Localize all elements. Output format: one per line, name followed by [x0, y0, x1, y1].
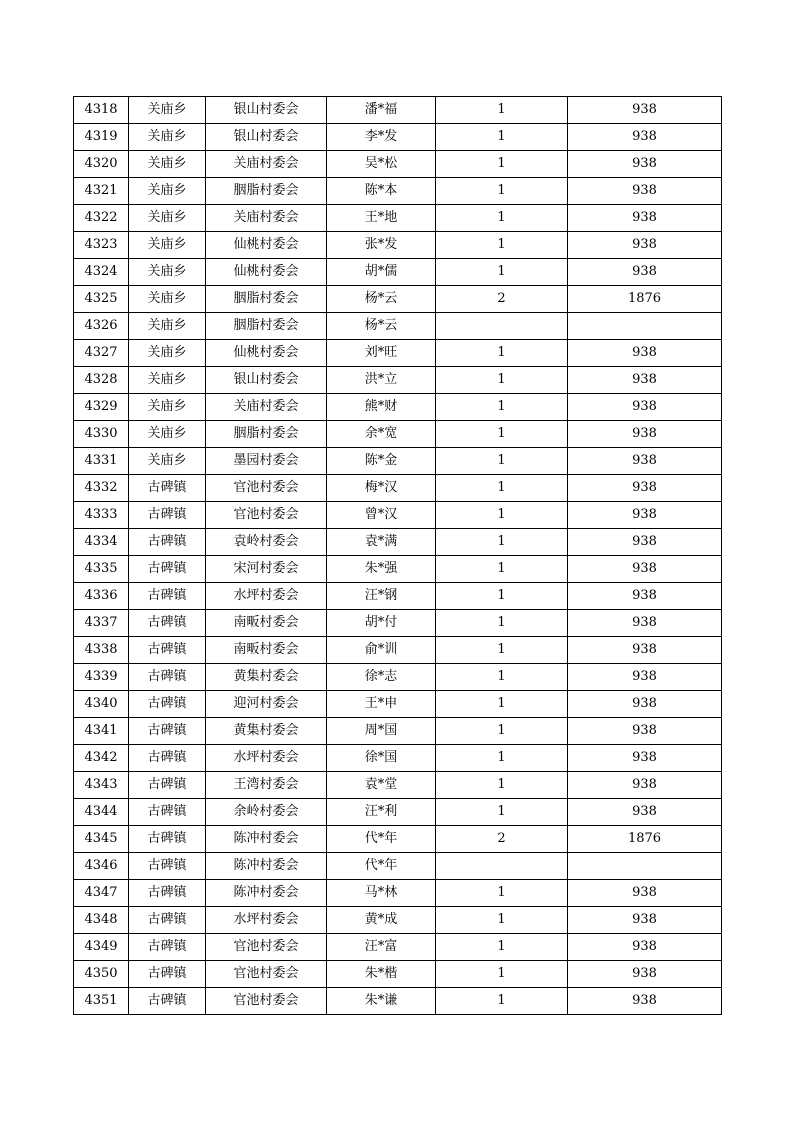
row-number-cell: 4323 — [74, 232, 129, 259]
name-cell: 梅*汉 — [327, 475, 436, 502]
table-row — [74, 772, 722, 799]
village-committee-cell: 胭脂村委会 — [206, 286, 327, 313]
village-committee-cell: 宋河村委会 — [206, 556, 327, 583]
amount-cell: 938 — [568, 961, 722, 988]
village-committee-cell: 胭脂村委会 — [206, 178, 327, 205]
township-cell: 古碑镇 — [129, 826, 206, 853]
name-cell: 陈*金 — [327, 448, 436, 475]
village-committee-cell: 官池村委会 — [206, 475, 327, 502]
name-cell: 潘*福 — [327, 97, 436, 124]
village-committee-cell: 仙桃村委会 — [206, 259, 327, 286]
row-number-cell: 4332 — [74, 475, 129, 502]
row-number-cell: 4348 — [74, 907, 129, 934]
township-cell: 古碑镇 — [129, 907, 206, 934]
village-committee-cell: 墨园村委会 — [206, 448, 327, 475]
row-number-cell: 4349 — [74, 934, 129, 961]
amount-cell: 938 — [568, 205, 722, 232]
count-cell: 1 — [436, 961, 568, 988]
subsidy-list-sheet — [73, 96, 721, 1015]
name-cell: 代*年 — [327, 826, 436, 853]
table-row — [74, 961, 722, 988]
amount-cell: 938 — [568, 124, 722, 151]
table-row — [74, 421, 722, 448]
table-row — [74, 745, 722, 772]
amount-cell: 938 — [568, 556, 722, 583]
township-cell: 古碑镇 — [129, 745, 206, 772]
village-committee-cell: 银山村委会 — [206, 97, 327, 124]
township-cell: 古碑镇 — [129, 691, 206, 718]
township-cell: 关庙乡 — [129, 448, 206, 475]
name-cell: 袁*堂 — [327, 772, 436, 799]
township-cell: 关庙乡 — [129, 97, 206, 124]
amount-cell: 938 — [568, 610, 722, 637]
village-committee-cell: 南畈村委会 — [206, 637, 327, 664]
row-number-cell: 4340 — [74, 691, 129, 718]
village-committee-cell: 南畈村委会 — [206, 610, 327, 637]
count-cell: 1 — [436, 799, 568, 826]
row-number-cell: 4321 — [74, 178, 129, 205]
name-cell: 徐*国 — [327, 745, 436, 772]
count-cell: 1 — [436, 637, 568, 664]
township-cell: 古碑镇 — [129, 718, 206, 745]
name-cell: 朱*谦 — [327, 988, 436, 1015]
township-cell: 古碑镇 — [129, 637, 206, 664]
table-row — [74, 448, 722, 475]
row-number-cell: 4347 — [74, 880, 129, 907]
amount-cell: 938 — [568, 421, 722, 448]
township-cell: 古碑镇 — [129, 772, 206, 799]
amount-cell: 938 — [568, 475, 722, 502]
township-cell: 关庙乡 — [129, 367, 206, 394]
count-cell: 1 — [436, 232, 568, 259]
row-number-cell: 4333 — [74, 502, 129, 529]
amount-cell: 938 — [568, 232, 722, 259]
count-cell: 1 — [436, 340, 568, 367]
village-committee-cell: 关庙村委会 — [206, 394, 327, 421]
amount-cell: 1876 — [568, 826, 722, 853]
amount-cell: 938 — [568, 799, 722, 826]
amount-cell: 938 — [568, 664, 722, 691]
amount-cell: 1876 — [568, 286, 722, 313]
name-cell: 熊*财 — [327, 394, 436, 421]
row-number-cell: 4328 — [74, 367, 129, 394]
township-cell: 古碑镇 — [129, 475, 206, 502]
township-cell: 古碑镇 — [129, 583, 206, 610]
row-number-cell: 4326 — [74, 313, 129, 340]
table-row — [74, 502, 722, 529]
table-row — [74, 124, 722, 151]
table-row — [74, 853, 722, 880]
village-committee-cell: 水坪村委会 — [206, 907, 327, 934]
amount-cell: 938 — [568, 529, 722, 556]
table-row — [74, 637, 722, 664]
name-cell: 杨*云 — [327, 286, 436, 313]
township-cell: 古碑镇 — [129, 664, 206, 691]
name-cell: 洪*立 — [327, 367, 436, 394]
table-row — [74, 97, 722, 124]
amount-cell: 938 — [568, 691, 722, 718]
village-committee-cell: 官池村委会 — [206, 961, 327, 988]
count-cell: 1 — [436, 367, 568, 394]
row-number-cell: 4335 — [74, 556, 129, 583]
count-cell: 2 — [436, 826, 568, 853]
count-cell — [436, 853, 568, 880]
township-cell: 古碑镇 — [129, 529, 206, 556]
name-cell: 曾*汉 — [327, 502, 436, 529]
township-cell: 古碑镇 — [129, 502, 206, 529]
name-cell: 张*发 — [327, 232, 436, 259]
township-cell: 关庙乡 — [129, 421, 206, 448]
count-cell: 1 — [436, 151, 568, 178]
village-committee-cell: 迎河村委会 — [206, 691, 327, 718]
row-number-cell: 4320 — [74, 151, 129, 178]
row-number-cell: 4336 — [74, 583, 129, 610]
village-committee-cell: 仙桃村委会 — [206, 232, 327, 259]
table-row — [74, 394, 722, 421]
amount-cell: 938 — [568, 907, 722, 934]
table-body — [74, 97, 722, 1015]
name-cell: 周*国 — [327, 718, 436, 745]
table-row — [74, 799, 722, 826]
row-number-cell: 4344 — [74, 799, 129, 826]
row-number-cell: 4338 — [74, 637, 129, 664]
row-number-cell: 4330 — [74, 421, 129, 448]
township-cell: 关庙乡 — [129, 178, 206, 205]
township-cell: 古碑镇 — [129, 934, 206, 961]
name-cell: 代*年 — [327, 853, 436, 880]
table-row — [74, 610, 722, 637]
name-cell: 朱*强 — [327, 556, 436, 583]
count-cell: 1 — [436, 421, 568, 448]
count-cell: 1 — [436, 178, 568, 205]
subsidy-table — [73, 96, 722, 1015]
count-cell: 1 — [436, 718, 568, 745]
village-committee-cell: 水坪村委会 — [206, 745, 327, 772]
name-cell: 余*宽 — [327, 421, 436, 448]
name-cell: 杨*云 — [327, 313, 436, 340]
village-committee-cell: 官池村委会 — [206, 934, 327, 961]
amount-cell: 938 — [568, 151, 722, 178]
township-cell: 关庙乡 — [129, 151, 206, 178]
row-number-cell: 4324 — [74, 259, 129, 286]
village-committee-cell: 余岭村委会 — [206, 799, 327, 826]
row-number-cell: 4322 — [74, 205, 129, 232]
count-cell: 1 — [436, 448, 568, 475]
row-number-cell: 4350 — [74, 961, 129, 988]
name-cell: 李*发 — [327, 124, 436, 151]
village-committee-cell: 陈冲村委会 — [206, 826, 327, 853]
table-row — [74, 205, 722, 232]
table-row — [74, 907, 722, 934]
name-cell: 胡*儒 — [327, 259, 436, 286]
table-row — [74, 556, 722, 583]
amount-cell: 938 — [568, 367, 722, 394]
name-cell: 汪*利 — [327, 799, 436, 826]
village-committee-cell: 胭脂村委会 — [206, 313, 327, 340]
name-cell: 朱*楷 — [327, 961, 436, 988]
amount-cell — [568, 853, 722, 880]
township-cell: 关庙乡 — [129, 259, 206, 286]
count-cell: 1 — [436, 691, 568, 718]
table-row — [74, 178, 722, 205]
amount-cell: 938 — [568, 394, 722, 421]
amount-cell: 938 — [568, 880, 722, 907]
amount-cell: 938 — [568, 988, 722, 1015]
row-number-cell: 4341 — [74, 718, 129, 745]
count-cell: 1 — [436, 610, 568, 637]
amount-cell: 938 — [568, 934, 722, 961]
township-cell: 关庙乡 — [129, 205, 206, 232]
table-row — [74, 880, 722, 907]
table-row — [74, 529, 722, 556]
table-row — [74, 475, 722, 502]
table-row — [74, 340, 722, 367]
count-cell: 1 — [436, 394, 568, 421]
amount-cell: 938 — [568, 178, 722, 205]
row-number-cell: 4346 — [74, 853, 129, 880]
township-cell: 关庙乡 — [129, 232, 206, 259]
count-cell: 1 — [436, 988, 568, 1015]
village-committee-cell: 关庙村委会 — [206, 205, 327, 232]
name-cell: 黄*成 — [327, 907, 436, 934]
township-cell: 关庙乡 — [129, 340, 206, 367]
name-cell: 袁*满 — [327, 529, 436, 556]
township-cell: 古碑镇 — [129, 799, 206, 826]
count-cell: 1 — [436, 205, 568, 232]
row-number-cell: 4331 — [74, 448, 129, 475]
amount-cell: 938 — [568, 502, 722, 529]
row-number-cell: 4343 — [74, 772, 129, 799]
name-cell: 马*林 — [327, 880, 436, 907]
table-row — [74, 151, 722, 178]
village-committee-cell: 黄集村委会 — [206, 718, 327, 745]
village-committee-cell: 胭脂村委会 — [206, 421, 327, 448]
table-row — [74, 286, 722, 313]
count-cell: 2 — [436, 286, 568, 313]
village-committee-cell: 黄集村委会 — [206, 664, 327, 691]
amount-cell — [568, 313, 722, 340]
name-cell: 徐*志 — [327, 664, 436, 691]
row-number-cell: 4339 — [74, 664, 129, 691]
township-cell: 关庙乡 — [129, 313, 206, 340]
count-cell: 1 — [436, 934, 568, 961]
row-number-cell: 4327 — [74, 340, 129, 367]
amount-cell: 938 — [568, 259, 722, 286]
count-cell: 1 — [436, 664, 568, 691]
count-cell: 1 — [436, 772, 568, 799]
row-number-cell: 4351 — [74, 988, 129, 1015]
township-cell: 古碑镇 — [129, 853, 206, 880]
amount-cell: 938 — [568, 772, 722, 799]
table-row — [74, 583, 722, 610]
township-cell: 古碑镇 — [129, 556, 206, 583]
amount-cell: 938 — [568, 718, 722, 745]
township-cell: 古碑镇 — [129, 610, 206, 637]
village-committee-cell: 官池村委会 — [206, 502, 327, 529]
name-cell: 刘*旺 — [327, 340, 436, 367]
name-cell: 吴*松 — [327, 151, 436, 178]
village-committee-cell: 银山村委会 — [206, 124, 327, 151]
township-cell: 古碑镇 — [129, 961, 206, 988]
count-cell: 1 — [436, 502, 568, 529]
count-cell: 1 — [436, 529, 568, 556]
name-cell: 王*地 — [327, 205, 436, 232]
row-number-cell: 4345 — [74, 826, 129, 853]
count-cell — [436, 313, 568, 340]
village-committee-cell: 袁岭村委会 — [206, 529, 327, 556]
village-committee-cell: 陈冲村委会 — [206, 880, 327, 907]
village-committee-cell: 银山村委会 — [206, 367, 327, 394]
table-row — [74, 664, 722, 691]
table-row — [74, 691, 722, 718]
amount-cell: 938 — [568, 637, 722, 664]
name-cell: 陈*本 — [327, 178, 436, 205]
row-number-cell: 4318 — [74, 97, 129, 124]
village-committee-cell: 官池村委会 — [206, 988, 327, 1015]
village-committee-cell: 仙桃村委会 — [206, 340, 327, 367]
township-cell: 古碑镇 — [129, 988, 206, 1015]
count-cell: 1 — [436, 907, 568, 934]
amount-cell: 938 — [568, 448, 722, 475]
row-number-cell: 4337 — [74, 610, 129, 637]
village-committee-cell: 王湾村委会 — [206, 772, 327, 799]
village-committee-cell: 水坪村委会 — [206, 583, 327, 610]
name-cell: 俞*训 — [327, 637, 436, 664]
amount-cell: 938 — [568, 340, 722, 367]
village-committee-cell: 关庙村委会 — [206, 151, 327, 178]
table-row — [74, 232, 722, 259]
count-cell: 1 — [436, 556, 568, 583]
count-cell: 1 — [436, 124, 568, 151]
name-cell: 汪*钢 — [327, 583, 436, 610]
table-row — [74, 313, 722, 340]
row-number-cell: 4334 — [74, 529, 129, 556]
amount-cell: 938 — [568, 97, 722, 124]
count-cell: 1 — [436, 97, 568, 124]
row-number-cell: 4325 — [74, 286, 129, 313]
name-cell: 汪*富 — [327, 934, 436, 961]
count-cell: 1 — [436, 880, 568, 907]
township-cell: 古碑镇 — [129, 880, 206, 907]
row-number-cell: 4329 — [74, 394, 129, 421]
name-cell: 胡*付 — [327, 610, 436, 637]
township-cell: 关庙乡 — [129, 394, 206, 421]
table-row — [74, 718, 722, 745]
township-cell: 关庙乡 — [129, 286, 206, 313]
village-committee-cell: 陈冲村委会 — [206, 853, 327, 880]
township-cell: 关庙乡 — [129, 124, 206, 151]
amount-cell: 938 — [568, 745, 722, 772]
count-cell: 1 — [436, 745, 568, 772]
table-row — [74, 826, 722, 853]
count-cell: 1 — [436, 259, 568, 286]
amount-cell: 938 — [568, 583, 722, 610]
row-number-cell: 4342 — [74, 745, 129, 772]
table-row — [74, 259, 722, 286]
count-cell: 1 — [436, 583, 568, 610]
name-cell: 王*申 — [327, 691, 436, 718]
table-row — [74, 988, 722, 1015]
count-cell: 1 — [436, 475, 568, 502]
table-row — [74, 367, 722, 394]
row-number-cell: 4319 — [74, 124, 129, 151]
table-row — [74, 934, 722, 961]
